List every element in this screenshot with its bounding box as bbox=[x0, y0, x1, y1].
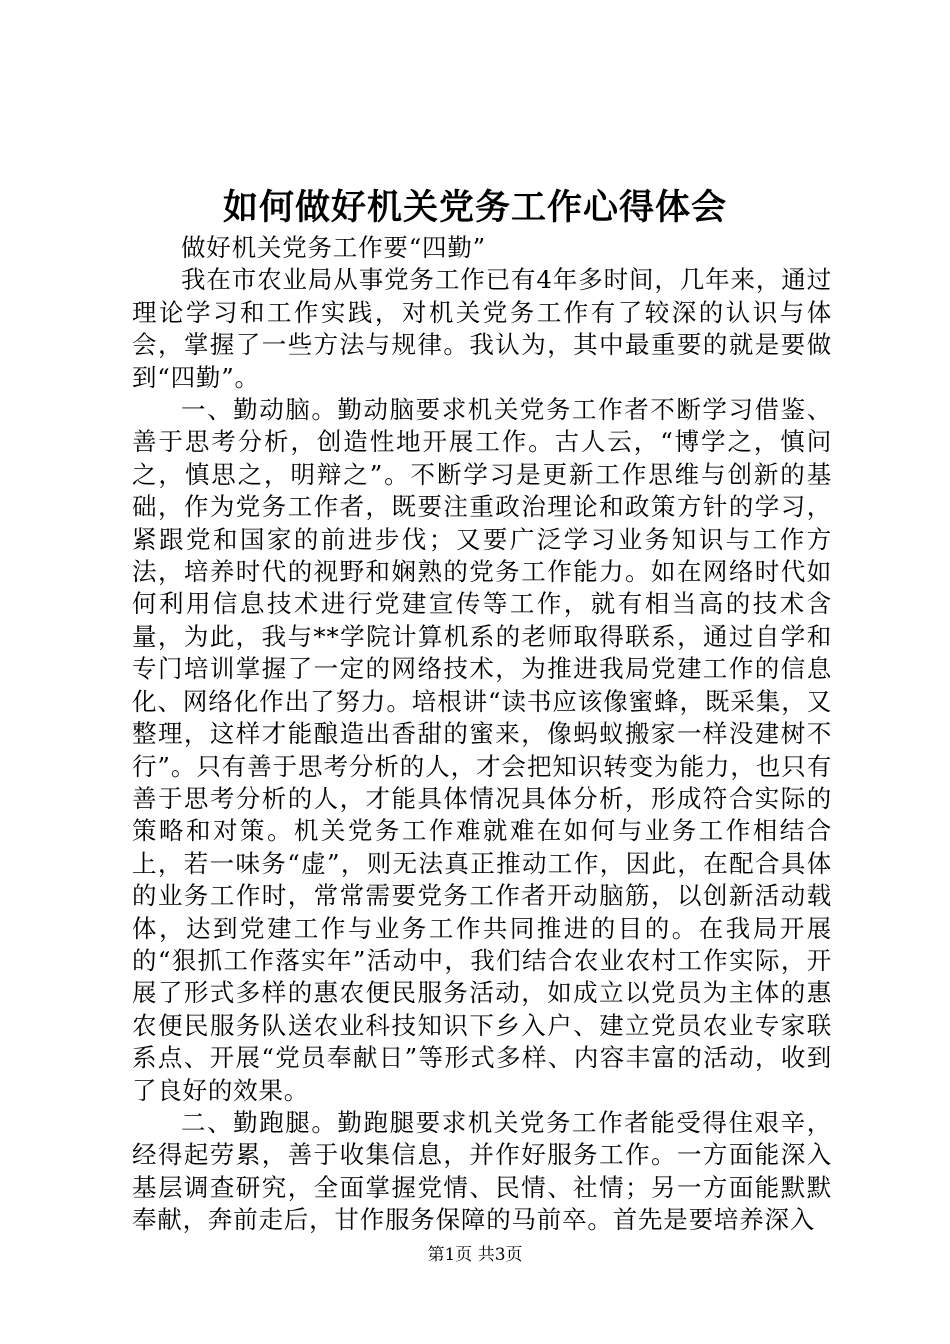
section-one-paragraph: 一、勤动脑。勤动脑要求机关党务工作者不断学习借鉴、善于思考分析，创造性地开展工作。古人云，“博学之，慎问之，慎思之，明辩之”。不断学习是更新工作思维与创新的基础，作为党务工作者，既要注重政治理论和政策方针的学习，紧跟党和国家的前进步伐；又要广泛学习业务知识与工作方法，培养时代的视野和娴熟的党务工作能力。如在网络时代如何利用信息技术进行党建宣传等工作，就有相当高的技术含量，为此，我与**学院计算机系的老师取得联系，通过自学和专门培训掌握了一定的网络技术，为推进我局党建工作的信息化、网络化作出了努力。培根讲“读书应该像蜜蜂，既采集，又整理，这样才能酿造出香甜的蜜来，像蚂蚁搬家一样没建树不行”。只有善于思考分析的人，才会把知识转变为能力，也只有善于思考分析的人，才能具体情况具体分析，形成符合实际的策略和对策。机关党务工作难就难在如何与业务工作相结合上，若一味务“虚”，则无法真正推动工作，因此，在配合具体的业务工作时，常常需要党务工作者开动脑筋，以创新活动载体，达到党建工作与业务工作共同推进的目的。在我局开展的“狠抓工作落实年”活动中，我们结合农业农村工作实际，开展了形式多样的惠农便民服务活动，如成立以党员为主体的惠农便民服务队送农业科技知识下乡入户、建立党员农业专家联系点、开展“党员奉献日”等形式多样、内容丰富的活动，收到了良好的效果。 bbox=[132, 395, 833, 1105]
section-two-paragraph: 二、勤跑腿。勤跑腿要求机关党务工作者能受得住艰辛，经得起劳累，善于收集信息，并作好服务工作。一方面能深入基层调查研究，全面掌握党情、民情、社情；另一方面能默默奉献，奔前走后，甘作服务保障的马前卒。首先是要培养深入 bbox=[132, 1107, 832, 1235]
document-title: 如何做好机关党务工作心得体会 bbox=[222, 187, 727, 228]
section-subheading: 做好机关党务工作要“四勤” bbox=[181, 233, 486, 262]
document-body bbox=[132, 232, 832, 1237]
page-number-footer: 第1页 共3页 bbox=[427, 1245, 523, 1265]
intro-paragraph: 我在市农业局从事党务工作已有4年多时间，几年来，通过理论学习和工作实践，对机关党务工作有了较深的认识与体会，掌握了一些方法与规律。我认为，其中最重要的就是要做到“四勤”。 bbox=[132, 265, 832, 392]
